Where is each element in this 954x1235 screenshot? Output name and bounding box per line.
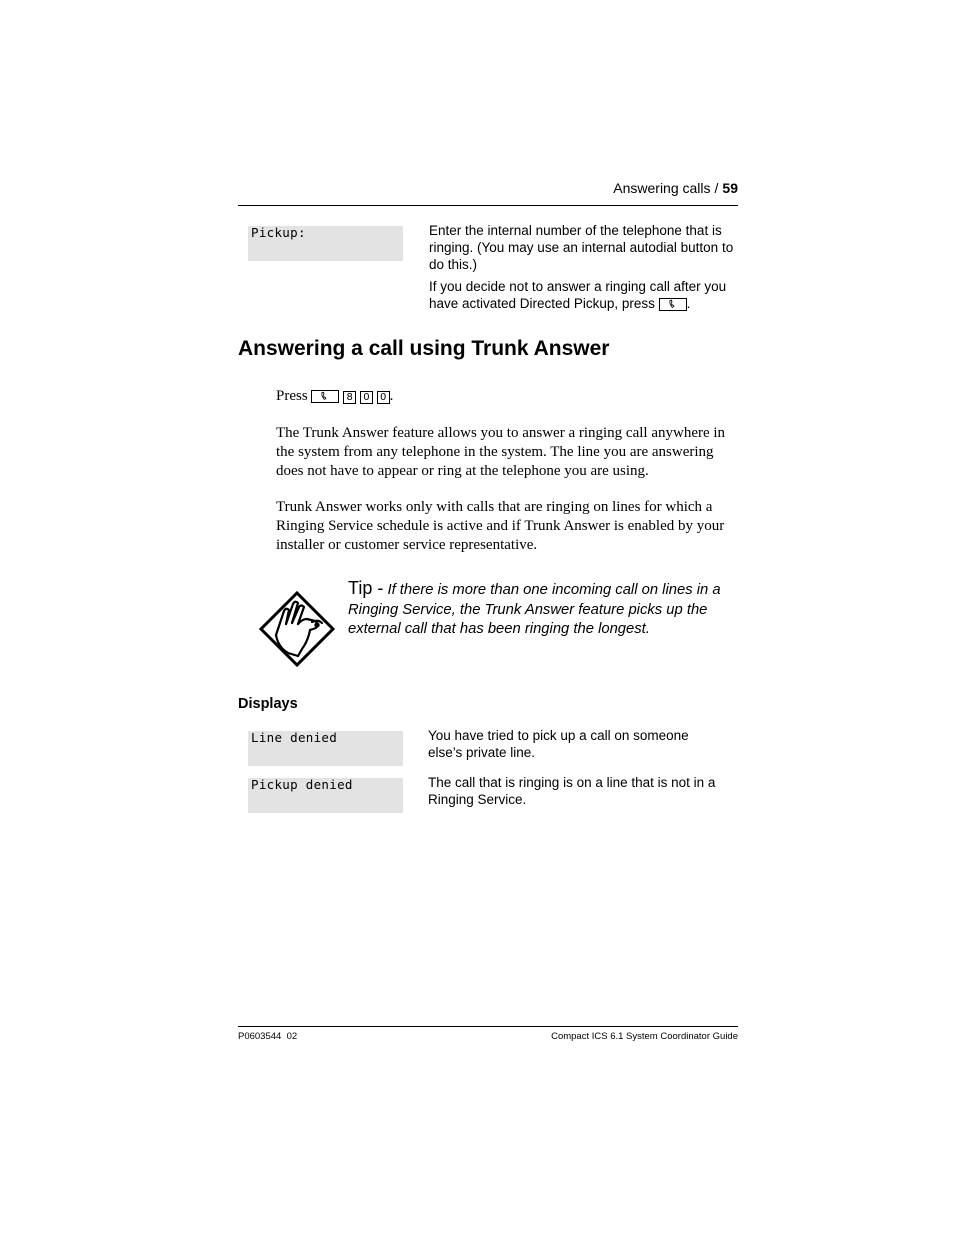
paragraph-trunk-answer-conditions: Trunk Answer works only with calls that are ringing on lines for which a Ringing Service schedule is active and if Trunk Answer is enabled by your installer or customer service representative. [276,499,725,553]
pickup-description-1: Enter the internal number of the telephone that is ringing. (You may use an internal autodial button to do this.) [429,223,734,272]
tip-text: If there is more than one incoming call on lines in a Ringing Service, the Trunk Answer feature picks up the external call that has been ringing the longest. [348,582,721,637]
section-title: Answering a call using Trunk Answer [238,337,610,360]
pickup-lcd-text: Pickup: [251,225,306,240]
lcd-text: Pickup denied [251,777,353,792]
digit-key-8: 8 [343,391,356,404]
paragraph-trunk-answer-feature: The Trunk Answer feature allows you to answer a ringing call anywhere in the system from any telephone in the system. The line you are answering does not have to appear or ring at the telephone you are using. [276,425,726,479]
pickup-description-2-text: If you decide not to answer a ringing call after you have activated Directed Pickup, press [429,279,727,311]
footer-document-number: P0603544 02 [238,1031,298,1042]
feature-key-icon [311,390,339,403]
header-section: Answering calls [613,180,711,196]
tip-label: Tip - [348,578,384,598]
page-number: 59 [722,180,738,196]
footer-rule [238,1026,738,1027]
tip-note [348,579,740,640]
pickup-description-2 [429,278,734,312]
press-end: . [389,388,394,404]
digit-key-0: 0 [360,391,373,404]
pickup-description [429,222,734,312]
tip-hand-icon [258,591,336,667]
displays-heading: Displays [238,696,298,712]
press-label: Press [276,388,308,404]
header-rule [238,205,738,206]
running-header [238,180,738,196]
press-instruction [276,387,393,406]
line-denied-description: You have tried to pick up a call on someone else’s private line. [428,728,689,760]
pickup-description-2-end: . [686,296,691,311]
pickup-lcd-display [248,226,403,261]
footer-guide-title: Compact ICS 6.1 System Coordinator Guide [551,1031,738,1042]
pickup-denied-description: The call that is ringing is on a line that is not in a Ringing Service. [428,775,716,807]
digit-key-0-second: 0 [377,391,390,404]
header-separator: / [714,180,719,196]
line-denied-lcd-display [248,731,403,766]
lcd-text: Line denied [251,730,338,745]
pickup-denied-lcd-display [248,778,403,813]
feature-key-icon [659,298,687,311]
